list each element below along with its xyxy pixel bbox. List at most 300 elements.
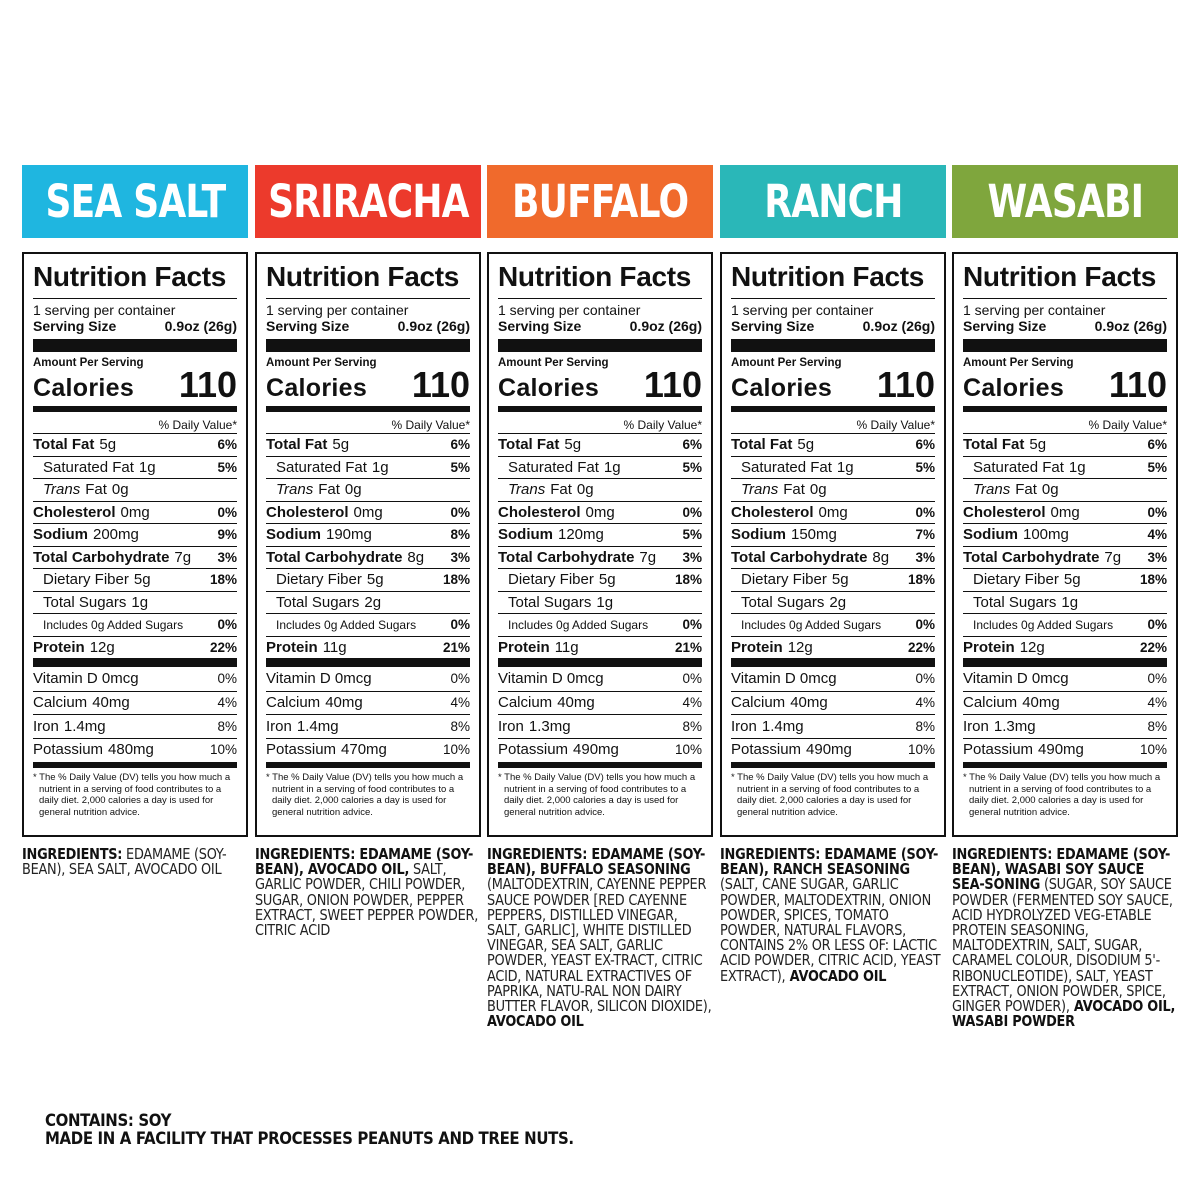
ingredients-tail: AVOCADO OIL, WASABI POWDER [952, 997, 1176, 1031]
nutrient-name: Sodium [266, 526, 321, 544]
divider-thick [498, 658, 702, 667]
nutrient-name: Saturated Fat [43, 458, 134, 476]
nutrient-amount: 0mg [818, 503, 848, 521]
serving-size-row [963, 318, 1167, 335]
total-sugars-row-label [276, 594, 381, 611]
nutrient-name: Saturated Fat [276, 458, 367, 476]
protein-row [498, 636, 702, 659]
nutrient-amount: 1.4mg [761, 717, 804, 735]
nutrient-name: Iron [266, 717, 292, 735]
ingredients-text [720, 847, 946, 984]
protein-row [731, 636, 935, 659]
nutrient-name: Total Carbohydrate [266, 548, 403, 566]
calories-value: 110 [178, 364, 237, 405]
nutrient-name: Includes 0g Added Sugars [973, 617, 1114, 632]
dietary-fiber-row [33, 568, 237, 591]
vitamin-d-row-label [963, 670, 1069, 687]
serving-size-label: Serving Size [731, 318, 815, 334]
vitamin-d-row [731, 667, 935, 691]
cholesterol-row-label [498, 504, 615, 521]
vitamin-d-row-label [33, 670, 139, 687]
nutrient-name: Total Sugars [508, 593, 592, 611]
nutrient-amount: 5g [332, 436, 350, 454]
serving-size-row [498, 318, 702, 335]
nutrient-amount: 100mg [1023, 526, 1069, 544]
nutrition-facts-label [255, 252, 481, 837]
nutrient-name: Fat [1015, 481, 1037, 499]
nutrient-amount: 40mg [1022, 694, 1060, 712]
total-fat-row [731, 433, 935, 456]
protein-row [266, 636, 470, 659]
protein-row-dv: 21% [674, 639, 702, 655]
nutrient-amount: 1g [138, 458, 156, 476]
added-sugars-row-label [43, 618, 183, 632]
calcium-row-dv: 4% [217, 695, 237, 711]
protein-row-dv: 21% [442, 639, 470, 655]
potassium-row [963, 738, 1167, 762]
nutrient-name: Total Fat [266, 436, 328, 454]
flavor-panel [22, 0, 248, 1100]
nutrient-amount: 5g [797, 436, 815, 454]
flavor-name: WASABI [987, 175, 1143, 228]
added-sugars-row-dv: 0% [217, 617, 237, 633]
protein-row-label [266, 639, 347, 656]
potassium-row [498, 738, 702, 762]
serving-size-value: 0.9oz (26g) [629, 318, 702, 334]
calcium-row-label [963, 694, 1060, 711]
added-sugars-row-dv: 0% [682, 617, 702, 633]
nutrient-amount: 7g [639, 548, 657, 566]
dietary-fiber-row-label [43, 571, 151, 588]
saturated-fat-row [498, 456, 702, 479]
serving-size-label: Serving Size [963, 318, 1047, 334]
divider-medium [731, 406, 935, 412]
nutrient-name: Potassium [266, 741, 337, 759]
trans-fat-row [498, 478, 702, 501]
calories-row [731, 364, 935, 405]
dietary-fiber-row [731, 568, 935, 591]
calories-label: Calories [33, 374, 135, 402]
nutrient-amount: 0g [1041, 481, 1059, 499]
trans-fat-row-label [973, 481, 1059, 498]
total-sugars-row [266, 591, 470, 614]
nutrient-name: Fat [783, 481, 805, 499]
flavor-header [487, 165, 713, 238]
sodium-row [33, 523, 237, 546]
nutrient-amount: 0mg [120, 503, 150, 521]
divider-medium [33, 406, 237, 412]
nutrient-amount: 190mg [326, 526, 372, 544]
nutrient-amount: 5g [1063, 571, 1081, 589]
added-sugars-row [266, 613, 470, 636]
nutrient-amount: 40mg [92, 694, 130, 712]
nutrient-name-italic: Trans [276, 481, 314, 499]
saturated-fat-row-dv: 5% [217, 459, 237, 475]
daily-value-header: % Daily Value* [1088, 418, 1167, 432]
daily-value-header: % Daily Value* [158, 418, 237, 432]
saturated-fat-row-dv: 5% [450, 459, 470, 475]
protein-row-label [33, 639, 115, 656]
nutrient-amount: 470mg [341, 741, 387, 759]
total-sugars-row [498, 591, 702, 614]
nutrition-facts-title: Nutrition Facts [498, 261, 692, 292]
total-fat-row-dv: 6% [1147, 437, 1167, 453]
nutrient-amount: 5g [564, 436, 582, 454]
nutrient-name: Sodium [963, 526, 1018, 544]
divider-medium [498, 406, 702, 412]
nutrient-name: Dietary Fiber [43, 571, 129, 589]
cholesterol-row [498, 501, 702, 524]
total-carbohydrate-row [731, 546, 935, 569]
nutrient-name-italic: Trans [741, 481, 779, 499]
vitamin-d-row-dv: 0% [450, 671, 470, 687]
potassium-row-label [731, 741, 852, 758]
total-fat-row [498, 433, 702, 456]
added-sugars-row-dv: 0% [915, 617, 935, 633]
nutrient-name: Cholesterol [731, 503, 814, 521]
nutrient-name: Fat [85, 481, 107, 499]
nutrient-name: Vitamin D 0mcg [963, 670, 1069, 688]
saturated-fat-row-label [741, 459, 854, 476]
iron-row-label [266, 718, 339, 735]
calcium-row-dv: 4% [682, 695, 702, 711]
nutrient-name: Total Sugars [741, 593, 825, 611]
nutrient-name: Calcium [498, 694, 553, 712]
ingredients-bold: INGREDIENTS: EDAMAME (SOY-BEAN), WASABI SOY SAUCE SEA-SONING [952, 845, 1171, 894]
divider-medium [963, 762, 1167, 768]
nutrient-name: Total Sugars [973, 593, 1057, 611]
nutrient-name: Protein [498, 638, 550, 656]
nutrient-amount: 200mg [93, 526, 139, 544]
nutrient-name: Total Carbohydrate [963, 548, 1100, 566]
nutrient-name: Vitamin D 0mcg [266, 670, 372, 688]
serving-size-label: Serving Size [498, 318, 582, 334]
daily-value-header: % Daily Value* [391, 418, 470, 432]
iron-row-dv: 8% [217, 718, 237, 734]
added-sugars-row [963, 613, 1167, 636]
nutrition-facts-label [720, 252, 946, 837]
calcium-row [33, 691, 237, 715]
saturated-fat-row-dv: 5% [1147, 459, 1167, 475]
saturated-fat-row-label [276, 459, 389, 476]
total-fat-row [33, 433, 237, 456]
total-carbohydrate-row [498, 546, 702, 569]
nutrient-name: Total Fat [498, 436, 560, 454]
calcium-row-label [498, 694, 595, 711]
nutrient-amount: 2g [364, 593, 382, 611]
nutrient-name: Protein [731, 638, 783, 656]
vitamin-d-row-label [498, 670, 604, 687]
daily-value-header: % Daily Value* [856, 418, 935, 432]
nutrient-name: Saturated Fat [973, 458, 1064, 476]
servings-per-container: 1 serving per container [963, 298, 1167, 318]
flavor-panel [720, 0, 946, 1100]
nutrient-amount: 40mg [325, 694, 363, 712]
ingredients-tail: AVOCADO OIL [487, 1012, 584, 1031]
iron-row [731, 714, 935, 738]
nutrient-amount: 5g [1029, 436, 1047, 454]
serving-size-row [731, 318, 935, 335]
nutrient-name: Iron [731, 717, 757, 735]
calcium-row-dv: 4% [1147, 695, 1167, 711]
total-carbohydrate-row-dv: 3% [1147, 549, 1167, 565]
nutrient-name: Protein [963, 638, 1015, 656]
nutrient-amount: 11g [554, 638, 579, 656]
nutrition-facts-label [952, 252, 1178, 837]
servings-per-container: 1 serving per container [731, 298, 935, 318]
nutrient-amount: 5g [366, 571, 384, 589]
daily-value-footnote: * The % Daily Value (DV) tells you how much a nutrient in a serving of food contributes to a daily diet. 2,000 calories a day is used for general nutrition advice. [498, 772, 696, 818]
total-fat-row-label [266, 436, 349, 453]
saturated-fat-row-label [43, 459, 156, 476]
nutrient-amount: 490mg [806, 741, 852, 759]
sodium-row-dv: 9% [217, 527, 237, 543]
nutrition-facts-label [22, 252, 248, 837]
nutrient-name: Includes 0g Added Sugars [276, 617, 417, 632]
sodium-row-dv: 8% [450, 527, 470, 543]
added-sugars-row-label [508, 618, 648, 632]
added-sugars-row-label [973, 618, 1113, 632]
cholesterol-row [33, 501, 237, 524]
calories-label: Calories [498, 374, 600, 402]
nutrient-amount: 1.4mg [296, 717, 339, 735]
ingredients-body [22, 847, 247, 877]
nutrient-name: Iron [33, 717, 59, 735]
cholesterol-row-label [963, 504, 1080, 521]
potassium-row-label [266, 741, 387, 758]
saturated-fat-row-label [973, 459, 1086, 476]
vitamin-d-row [266, 667, 470, 691]
potassium-row [731, 738, 935, 762]
trans-fat-row-label [508, 481, 594, 498]
iron-row-dv: 8% [450, 718, 470, 734]
ingredients-text [487, 847, 713, 1029]
nutrient-amount: 40mg [790, 694, 828, 712]
cholesterol-row-dv: 0% [682, 504, 702, 520]
total-carbohydrate-row-label [33, 549, 191, 566]
calcium-row-label [731, 694, 828, 711]
dietary-fiber-row [266, 568, 470, 591]
daily-value-footnote: * The % Daily Value (DV) tells you how much a nutrient in a serving of food contributes to a daily diet. 2,000 calories a day is used for general nutrition advice. [33, 772, 231, 818]
ingredients-body [952, 847, 1177, 1029]
sodium-row [266, 523, 470, 546]
protein-row-label [731, 639, 813, 656]
divider-medium [731, 762, 935, 768]
potassium-row-label [498, 741, 619, 758]
protein-row-label [498, 639, 579, 656]
iron-row-label [963, 718, 1036, 735]
divider-medium [266, 762, 470, 768]
calories-label: Calories [731, 374, 833, 402]
dietary-fiber-row-label [973, 571, 1081, 588]
nutrient-amount: 1.3mg [528, 717, 571, 735]
flavor-panel [255, 0, 481, 1100]
total-carbohydrate-row-label [731, 549, 889, 566]
nutrient-name-italic: Trans [43, 481, 81, 499]
nutrient-name: Vitamin D 0mcg [498, 670, 604, 688]
ingredients-text [952, 847, 1178, 1029]
added-sugars-row-label [741, 618, 881, 632]
nutrient-amount: 12g [1019, 638, 1045, 656]
amount-per-serving: Amount Per Serving [266, 357, 377, 369]
nutrient-name: Total Carbohydrate [33, 548, 170, 566]
ingredients-text [22, 847, 248, 877]
nutrient-amount: 1.3mg [993, 717, 1036, 735]
cholesterol-row-dv: 0% [1147, 504, 1167, 520]
iron-row-label [731, 718, 804, 735]
servings-per-container: 1 serving per container [266, 298, 470, 318]
calories-row [963, 364, 1167, 405]
total-fat-row [963, 433, 1167, 456]
divider-medium [266, 406, 470, 412]
potassium-row-dv: 10% [674, 742, 702, 758]
nutrient-name: Cholesterol [498, 503, 581, 521]
trans-fat-row [33, 478, 237, 501]
nutrient-amount: 40mg [557, 694, 595, 712]
added-sugars-row-label [276, 618, 416, 632]
calories-row [33, 364, 237, 405]
nutrient-amount: 1g [371, 458, 389, 476]
ingredients-rest: EDAMAME (SOY-BEAN), SEA SALT, AVOCADO OIL [22, 845, 227, 879]
nutrient-amount: 1g [596, 593, 614, 611]
total-fat-row-dv: 6% [217, 437, 237, 453]
iron-row-label [498, 718, 571, 735]
nutrient-name: Protein [266, 638, 318, 656]
nutrient-amount: 12g [89, 638, 115, 656]
nutrient-amount: 5g [133, 571, 151, 589]
cholesterol-row [266, 501, 470, 524]
nutrient-name: Includes 0g Added Sugars [741, 617, 882, 632]
added-sugars-row [498, 613, 702, 636]
nutrition-facts-label [487, 252, 713, 837]
divider-medium [963, 406, 1167, 412]
dietary-fiber-row-label [276, 571, 384, 588]
sodium-row-label [33, 526, 139, 543]
protein-row [33, 636, 237, 659]
nutrient-amount: 150mg [791, 526, 837, 544]
nutrient-name: Total Carbohydrate [498, 548, 635, 566]
serving-size-row [33, 318, 237, 335]
amount-per-serving: Amount Per Serving [498, 357, 609, 369]
sodium-row-dv: 4% [1147, 527, 1167, 543]
flavor-name: RANCH [763, 175, 903, 228]
ingredients-rest: SALT, GARLIC POWDER, CHILI POWDER, SUGAR, ONION POWDER, PEPPER EXTRACT, SWEET PEPPER POWDER, CITRIC ACID [255, 860, 479, 940]
dietary-fiber-row [963, 568, 1167, 591]
cholesterol-row-dv: 0% [217, 504, 237, 520]
calcium-row-label [33, 694, 130, 711]
trans-fat-row [963, 478, 1167, 501]
added-sugars-row [731, 613, 935, 636]
serving-size-row [266, 318, 470, 335]
flavor-name: SRIRACHA [267, 175, 469, 228]
saturated-fat-row-dv: 5% [682, 459, 702, 475]
nutrient-name: Total Carbohydrate [731, 548, 868, 566]
iron-row-dv: 8% [1147, 718, 1167, 734]
added-sugars-row-dv: 0% [1147, 617, 1167, 633]
divider-thick [963, 658, 1167, 667]
servings-per-container: 1 serving per container [33, 298, 237, 318]
iron-row-dv: 8% [682, 718, 702, 734]
vitamin-d-row-dv: 0% [682, 671, 702, 687]
nutrient-amount: 0g [111, 481, 129, 499]
vitamin-d-row-label [731, 670, 837, 687]
ingredients-bold: INGREDIENTS: EDAMAME (SOY-BEAN), AVOCADO OIL, [255, 845, 474, 879]
allergen-statement [45, 1112, 745, 1148]
vitamin-d-row [33, 667, 237, 691]
nutrient-name: Calcium [266, 694, 321, 712]
ingredients-body [487, 847, 712, 1029]
nutrient-amount: 5g [831, 571, 849, 589]
calories-row [266, 364, 470, 405]
nutrient-name: Saturated Fat [508, 458, 599, 476]
serving-size-label: Serving Size [33, 318, 117, 334]
nutrient-amount: 0mg [585, 503, 615, 521]
total-carbohydrate-row-dv: 3% [450, 549, 470, 565]
daily-value-header: % Daily Value* [623, 418, 702, 432]
nutrient-amount: 1g [836, 458, 854, 476]
potassium-row-dv: 10% [442, 742, 470, 758]
total-fat-row-label [33, 436, 116, 453]
potassium-row-label [33, 741, 154, 758]
amount-per-serving: Amount Per Serving [963, 357, 1074, 369]
dietary-fiber-row-dv: 18% [674, 572, 702, 588]
contains-line: CONTAINS: SOY [45, 1111, 172, 1131]
nutrient-amount: 1g [603, 458, 621, 476]
vitamin-d-row-dv: 0% [915, 671, 935, 687]
nutrient-name: Sodium [498, 526, 553, 544]
dietary-fiber-row [498, 568, 702, 591]
trans-fat-row-label [43, 481, 129, 498]
total-sugars-row-label [508, 594, 613, 611]
serving-size-value: 0.9oz (26g) [862, 318, 935, 334]
nutrient-name: Potassium [33, 741, 104, 759]
nutrient-name: Fat [550, 481, 572, 499]
vitamin-d-row [963, 667, 1167, 691]
nutrition-facts-title: Nutrition Facts [266, 261, 460, 292]
calories-value: 110 [643, 364, 702, 405]
ingredients-tail: AVOCADO OIL [785, 966, 887, 985]
nutrient-name: Includes 0g Added Sugars [508, 617, 649, 632]
nutrient-name: Vitamin D 0mcg [731, 670, 837, 688]
protein-row-label [963, 639, 1045, 656]
flavor-header [255, 165, 481, 238]
total-sugars-row-label [973, 594, 1078, 611]
daily-value-footnote: * The % Daily Value (DV) tells you how much a nutrient in a serving of food contributes to a daily diet. 2,000 calories a day is used for general nutrition advice. [731, 772, 929, 818]
sodium-row-label [731, 526, 837, 543]
total-carbohydrate-row-label [498, 549, 656, 566]
calories-row [498, 364, 702, 405]
nutrient-amount: 1.4mg [63, 717, 106, 735]
nutrient-amount: 1g [1061, 593, 1079, 611]
divider-thick [498, 339, 702, 352]
calories-value: 110 [411, 364, 470, 405]
nutrient-amount: 0mg [353, 503, 383, 521]
nutrient-amount: 5g [598, 571, 616, 589]
nutrient-amount: 0g [576, 481, 594, 499]
daily-value-footnote: * The % Daily Value (DV) tells you how much a nutrient in a serving of food contributes to a daily diet. 2,000 calories a day is used for general nutrition advice. [963, 772, 1161, 818]
saturated-fat-row [963, 456, 1167, 479]
facility-line: MADE IN A FACILITY THAT PROCESSES PEANUTS AND TREE NUTS. [45, 1129, 574, 1149]
ingredients-body [720, 847, 945, 984]
nutrient-amount: 11g [322, 638, 347, 656]
nutrient-amount: 7g [1104, 548, 1122, 566]
iron-row [963, 714, 1167, 738]
total-sugars-row [731, 591, 935, 614]
total-sugars-row-label [43, 594, 148, 611]
total-carbohydrate-row [266, 546, 470, 569]
cholesterol-row-dv: 0% [450, 504, 470, 520]
nutrient-name: Total Sugars [43, 593, 127, 611]
